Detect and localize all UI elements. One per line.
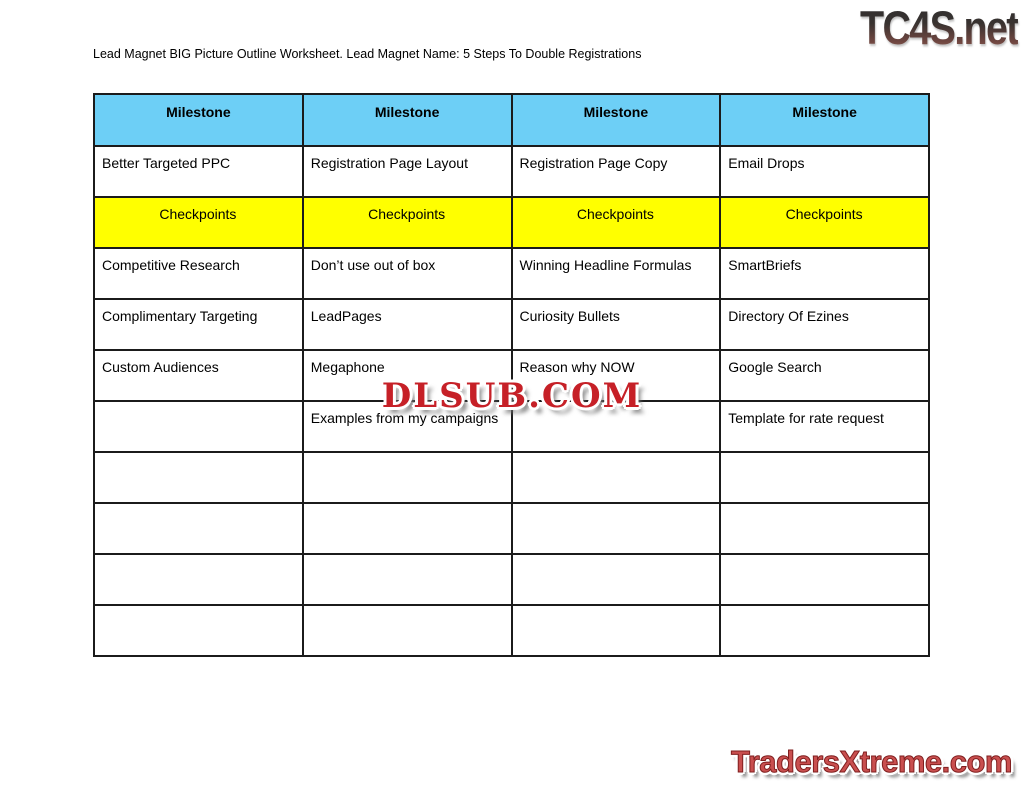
table-cell: Examples from my campaigns bbox=[303, 401, 512, 452]
table-row bbox=[94, 146, 929, 197]
table-cell bbox=[94, 605, 303, 656]
table-cell: Directory Of Ezines bbox=[720, 299, 929, 350]
worksheet-title: Lead Magnet BIG Picture Outline Worksheet. Lead Magnet Name: 5 Steps To Double Registrations bbox=[93, 47, 642, 61]
table-cell: Reason why NOW bbox=[512, 350, 721, 401]
table-cell: Template for rate request bbox=[720, 401, 929, 452]
column-header-milestone: Milestone bbox=[720, 94, 929, 146]
table-cell bbox=[94, 452, 303, 503]
table-cell bbox=[512, 503, 721, 554]
table-cell bbox=[720, 452, 929, 503]
worksheet-table bbox=[93, 93, 930, 657]
table-row bbox=[94, 605, 929, 656]
table-cell: Email Drops bbox=[720, 146, 929, 197]
table-cell: Megaphone bbox=[303, 350, 512, 401]
table-cell: LeadPages bbox=[303, 299, 512, 350]
checkpoints-row bbox=[94, 197, 929, 248]
table-cell: Better Targeted PPC bbox=[94, 146, 303, 197]
table-cell bbox=[94, 503, 303, 554]
tc4s-logo: TC4S.net bbox=[860, 1, 1018, 54]
table-cell: Custom Audiences bbox=[94, 350, 303, 401]
table-row bbox=[94, 452, 929, 503]
table-row bbox=[94, 248, 929, 299]
table-cell bbox=[720, 605, 929, 656]
table-cell bbox=[512, 452, 721, 503]
column-header-milestone: Milestone bbox=[94, 94, 303, 146]
table-cell bbox=[303, 554, 512, 605]
table-cell bbox=[720, 554, 929, 605]
table-cell: Don’t use out of box bbox=[303, 248, 512, 299]
table-cell: SmartBriefs bbox=[720, 248, 929, 299]
table-row bbox=[94, 299, 929, 350]
table-cell: Google Search bbox=[720, 350, 929, 401]
table-cell bbox=[512, 554, 721, 605]
column-header-milestone: Milestone bbox=[512, 94, 721, 146]
table-cell: Complimentary Targeting bbox=[94, 299, 303, 350]
table-header-row bbox=[94, 94, 929, 146]
table-cell: Checkpoints bbox=[512, 197, 721, 248]
table-cell bbox=[303, 503, 512, 554]
table-cell: Registration Page Copy bbox=[512, 146, 721, 197]
table-cell bbox=[303, 605, 512, 656]
table-cell: Checkpoints bbox=[303, 197, 512, 248]
table-row bbox=[94, 554, 929, 605]
table-cell: Winning Headline Formulas bbox=[512, 248, 721, 299]
table-cell: Checkpoints bbox=[720, 197, 929, 248]
table-cell: Checkpoints bbox=[94, 197, 303, 248]
table-cell: Curiosity Bullets bbox=[512, 299, 721, 350]
table-cell bbox=[94, 554, 303, 605]
table-cell bbox=[303, 452, 512, 503]
column-header-milestone: Milestone bbox=[303, 94, 512, 146]
dlsub-watermark: DLSUB.COM bbox=[381, 376, 643, 416]
table-row bbox=[94, 503, 929, 554]
table-cell bbox=[720, 503, 929, 554]
table-cell: Competitive Research bbox=[94, 248, 303, 299]
table-cell bbox=[512, 605, 721, 656]
table-cell bbox=[94, 401, 303, 452]
tradersxtreme-logo: TradersXtreme.com bbox=[731, 744, 1012, 779]
table-cell: Registration Page Layout bbox=[303, 146, 512, 197]
